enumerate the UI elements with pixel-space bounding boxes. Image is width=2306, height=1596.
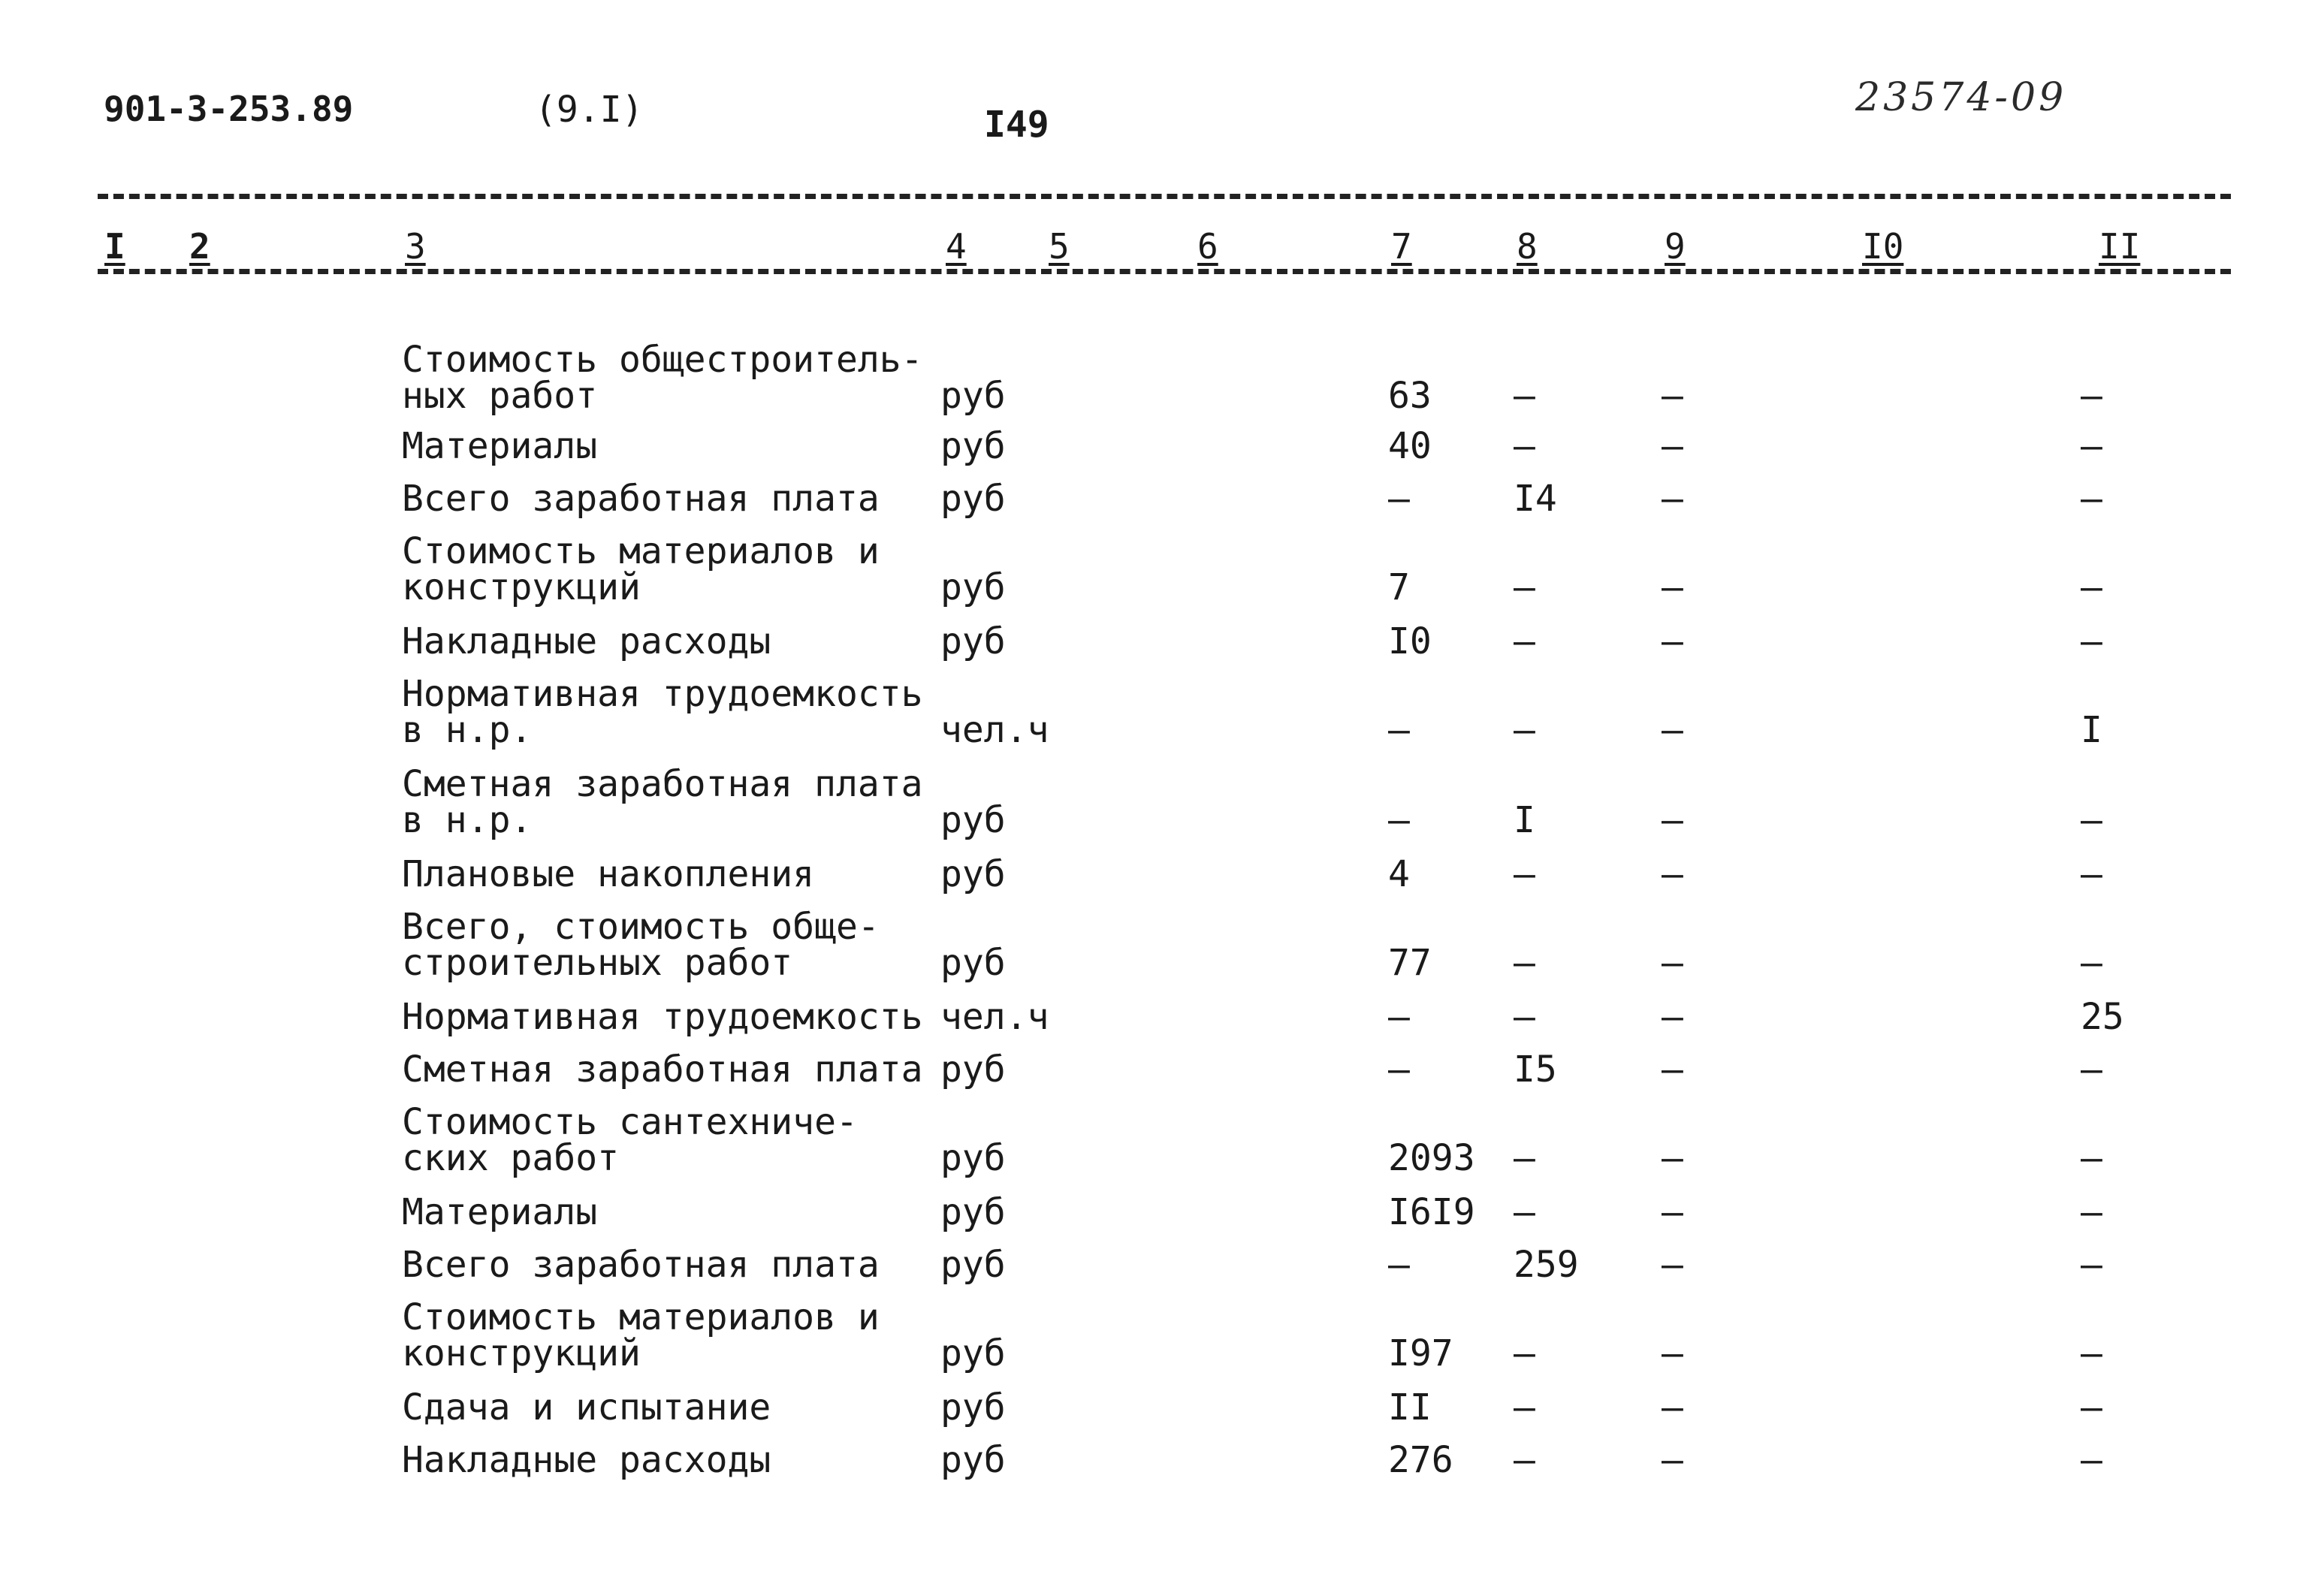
col7-value: – xyxy=(1388,799,1410,841)
col8-value: – xyxy=(1514,1386,1535,1429)
col7-value: 276 xyxy=(1388,1439,1453,1481)
col8-value: – xyxy=(1514,1332,1535,1374)
row-item-name: Плановые накопления xyxy=(402,853,815,895)
handwritten-number: 23574-09 xyxy=(1855,75,2067,120)
col11-value: – xyxy=(2081,375,2102,417)
col7-value: – xyxy=(1388,996,1410,1038)
col7-value: 63 xyxy=(1388,375,1432,417)
col11-value: – xyxy=(2081,478,2102,520)
col9-value: – xyxy=(1662,1048,1683,1091)
row-unit: руб xyxy=(940,566,1006,608)
row-unit: руб xyxy=(940,853,1006,895)
col11-value: – xyxy=(2081,1137,2102,1179)
column-number-2: 2 xyxy=(186,229,213,264)
row-unit: руб xyxy=(940,799,1006,841)
column-number-11: II xyxy=(2096,229,2143,264)
row-item-name: Материалы xyxy=(402,425,598,467)
col11-value: I xyxy=(2081,709,2102,751)
col7-value: – xyxy=(1388,709,1410,751)
row-item-name: Всего, стоимость обще- строительных работ xyxy=(402,906,880,984)
row-item-name: Всего заработная плата xyxy=(402,478,880,520)
col9-value: – xyxy=(1662,1137,1683,1179)
column-number-10: I0 xyxy=(1859,229,1906,264)
col11-value: – xyxy=(2081,1244,2102,1286)
col8-value: I5 xyxy=(1514,1048,1557,1091)
col8-value: – xyxy=(1514,1137,1535,1179)
col9-value: – xyxy=(1662,375,1683,417)
col9-value: – xyxy=(1662,799,1683,841)
col11-value: – xyxy=(2081,1332,2102,1374)
col11-value: – xyxy=(2081,620,2102,662)
col8-value: – xyxy=(1514,620,1535,662)
col9-value: – xyxy=(1662,709,1683,751)
col9-value: – xyxy=(1662,1386,1683,1429)
col7-value: 40 xyxy=(1388,425,1432,467)
col9-value: – xyxy=(1662,853,1683,895)
row-unit: руб xyxy=(940,942,1006,984)
col9-value: – xyxy=(1662,1439,1683,1481)
col11-value: – xyxy=(2081,425,2102,467)
col8-value: – xyxy=(1514,425,1535,467)
row-item-name: Сметная заработная плата xyxy=(402,1048,923,1091)
col8-value: – xyxy=(1514,709,1535,751)
col8-value: – xyxy=(1514,375,1535,417)
row-unit: руб xyxy=(940,375,1006,417)
row-unit: руб xyxy=(940,478,1006,520)
row-item-name: Стоимость материалов и конструкций xyxy=(402,530,880,608)
col7-value: I6I9 xyxy=(1388,1191,1475,1233)
row-unit: руб xyxy=(940,620,1006,662)
col7-value: – xyxy=(1388,1048,1410,1091)
col11-value: – xyxy=(2081,1048,2102,1091)
row-item-name: Сдача и испытание xyxy=(402,1386,771,1429)
col8-value: – xyxy=(1514,942,1535,984)
col11-value: – xyxy=(2081,1191,2102,1233)
column-number-6: 6 xyxy=(1194,229,1221,264)
col7-value: 77 xyxy=(1388,942,1432,984)
col11-value: – xyxy=(2081,853,2102,895)
column-number-8: 8 xyxy=(1514,229,1541,264)
col11-value: – xyxy=(2081,1439,2102,1481)
col9-value: – xyxy=(1662,942,1683,984)
document-code: 901-3-253.89 xyxy=(104,89,354,129)
row-item-name: Стоимость сантехниче- ских работ xyxy=(402,1101,858,1179)
col9-value: – xyxy=(1662,1244,1683,1286)
row-item-name: Нормативная трудоемкость xyxy=(402,996,923,1038)
row-item-name: Всего заработная плата xyxy=(402,1244,880,1286)
row-unit: руб xyxy=(940,1191,1006,1233)
row-unit: руб xyxy=(940,1244,1006,1286)
column-number-7: 7 xyxy=(1388,229,1415,264)
col8-value: I xyxy=(1514,799,1535,841)
row-item-name: Накладные расходы xyxy=(402,620,771,662)
col9-value: – xyxy=(1662,425,1683,467)
col7-value: 7 xyxy=(1388,566,1410,608)
column-number-3: 3 xyxy=(402,229,429,264)
row-unit: руб xyxy=(940,1332,1006,1374)
column-number-9: 9 xyxy=(1662,229,1689,264)
col9-value: – xyxy=(1662,996,1683,1038)
section-number: (9.I) xyxy=(535,89,644,131)
row-item-name: Материалы xyxy=(402,1191,598,1233)
row-item-name: Накладные расходы xyxy=(402,1439,771,1481)
col11-value: – xyxy=(2081,1386,2102,1429)
col7-value: – xyxy=(1388,478,1410,520)
row-unit: руб xyxy=(940,1137,1006,1179)
column-number-1: I xyxy=(101,229,128,264)
row-item-name: Стоимость общестроитель- ных работ xyxy=(402,339,923,417)
row-unit: руб xyxy=(940,1386,1006,1429)
col9-value: – xyxy=(1662,620,1683,662)
col8-value: I4 xyxy=(1514,478,1557,520)
column-number-5: 5 xyxy=(1046,229,1073,264)
page-number: I49 xyxy=(984,104,1049,146)
col11-value: – xyxy=(2081,799,2102,841)
row-unit: чел.ч xyxy=(940,709,1049,751)
row-item-name: Сметная заработная плата в н.р. xyxy=(402,763,923,841)
col11-value: – xyxy=(2081,942,2102,984)
col7-value: 4 xyxy=(1388,853,1410,895)
col7-value: 2093 xyxy=(1388,1137,1475,1179)
col9-value: – xyxy=(1662,1332,1683,1374)
col8-value: 259 xyxy=(1514,1244,1579,1286)
row-unit: руб xyxy=(940,1439,1006,1481)
col7-value: II xyxy=(1388,1386,1432,1429)
col8-value: – xyxy=(1514,996,1535,1038)
row-unit: руб xyxy=(940,1048,1006,1091)
col11-value: – xyxy=(2081,566,2102,608)
column-number-4: 4 xyxy=(943,229,970,264)
col9-value: – xyxy=(1662,478,1683,520)
col7-value: I0 xyxy=(1388,620,1432,662)
row-unit: руб xyxy=(940,425,1006,467)
col11-value: 25 xyxy=(2081,996,2124,1038)
col9-value: – xyxy=(1662,1191,1683,1233)
col8-value: – xyxy=(1514,1191,1535,1233)
col8-value: – xyxy=(1514,566,1535,608)
col7-value: I97 xyxy=(1388,1332,1453,1374)
row-item-name: Нормативная трудоемкость в н.р. xyxy=(402,673,923,751)
col8-value: – xyxy=(1514,853,1535,895)
col9-value: – xyxy=(1662,566,1683,608)
col7-value: – xyxy=(1388,1244,1410,1286)
row-unit: чел.ч xyxy=(940,996,1049,1038)
row-item-name: Стоимость материалов и конструкций xyxy=(402,1296,880,1374)
col8-value: – xyxy=(1514,1439,1535,1481)
